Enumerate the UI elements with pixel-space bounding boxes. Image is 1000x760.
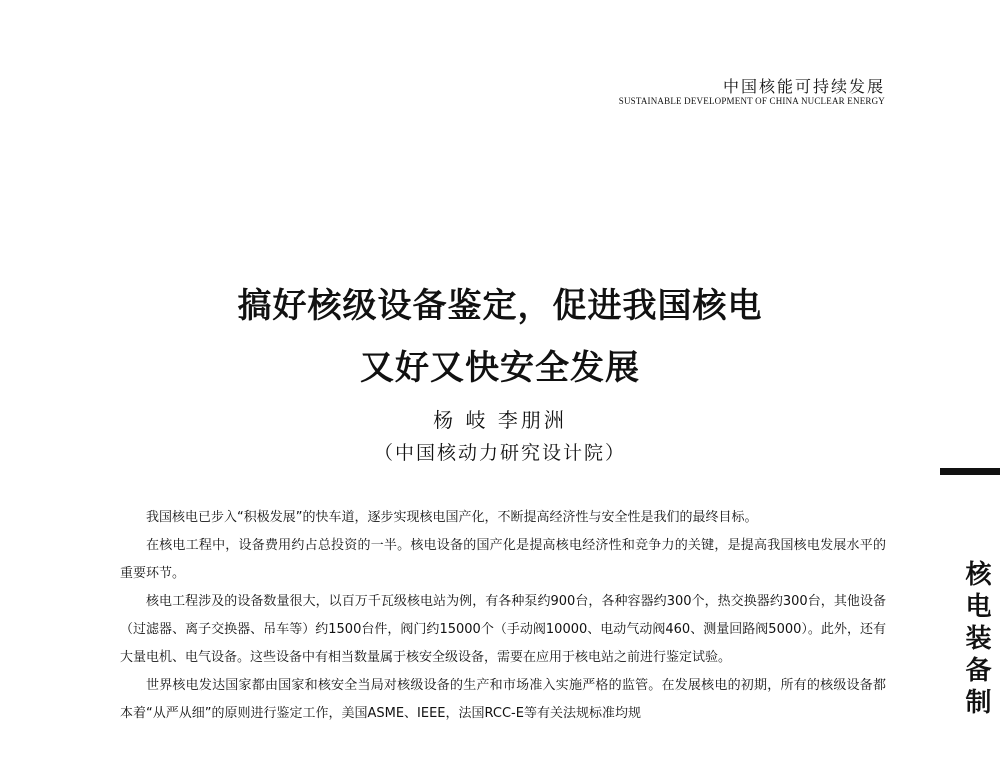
paragraph: 世界核电发达国家都由国家和核安全当局对核级设备的生产和市场准入实施严格的监管。在发展核电的初期，所有的核级设备都本着“从严从细”的原则进行鉴定工作，美国ASME、IEEE，法国RCC-E等有关法规标准均规	[120, 678, 886, 721]
article-body	[120, 504, 886, 728]
article-title-line1: 搞好核级设备鉴定，促进我国核电	[237, 286, 763, 326]
section-marker-bar	[940, 468, 1000, 475]
article-title-line2: 又好又快安全发展	[360, 348, 640, 388]
paragraph: 我国核电已步入“积极发展”的快车道，逐步实现核电国产化，不断提高经济性与安全性是我们的最终目标。	[146, 510, 758, 525]
paragraph: 在核电工程中，设备费用约占总投资的一半。核电设备的国产化是提高核电经济性和竞争力的关键，是提高我国核电发展水平的重要环节。	[120, 538, 886, 581]
section-side-label: 核电装备制	[961, 560, 991, 720]
article-affiliation: （中国核动力研究设计院）	[373, 442, 626, 464]
article-authors: 杨 岐 李朋洲	[433, 408, 567, 432]
paragraph: 核电工程涉及的设备数量很大，以百万千瓦级核电站为例，有各种泵约900台，各种容器约300个，热交换器约300台，其他设备（过滤器、离子交换器、吊车等）约1500台件，阀门约15000个（手动阀10000、电动气动阀460、测量回路阀5000）。此外，还有大量电机、电气设备。这些设备中有相当数量属于核安全级设备，需要在应用于核电站之前进行鉴定试验。	[120, 594, 886, 665]
journal-header-cn: 中国核能可持续发展	[722, 77, 885, 96]
journal-header-en: SUSTAINABLE DEVELOPMENT OF CHINA NUCLEAR ENERGY	[618, 96, 885, 106]
